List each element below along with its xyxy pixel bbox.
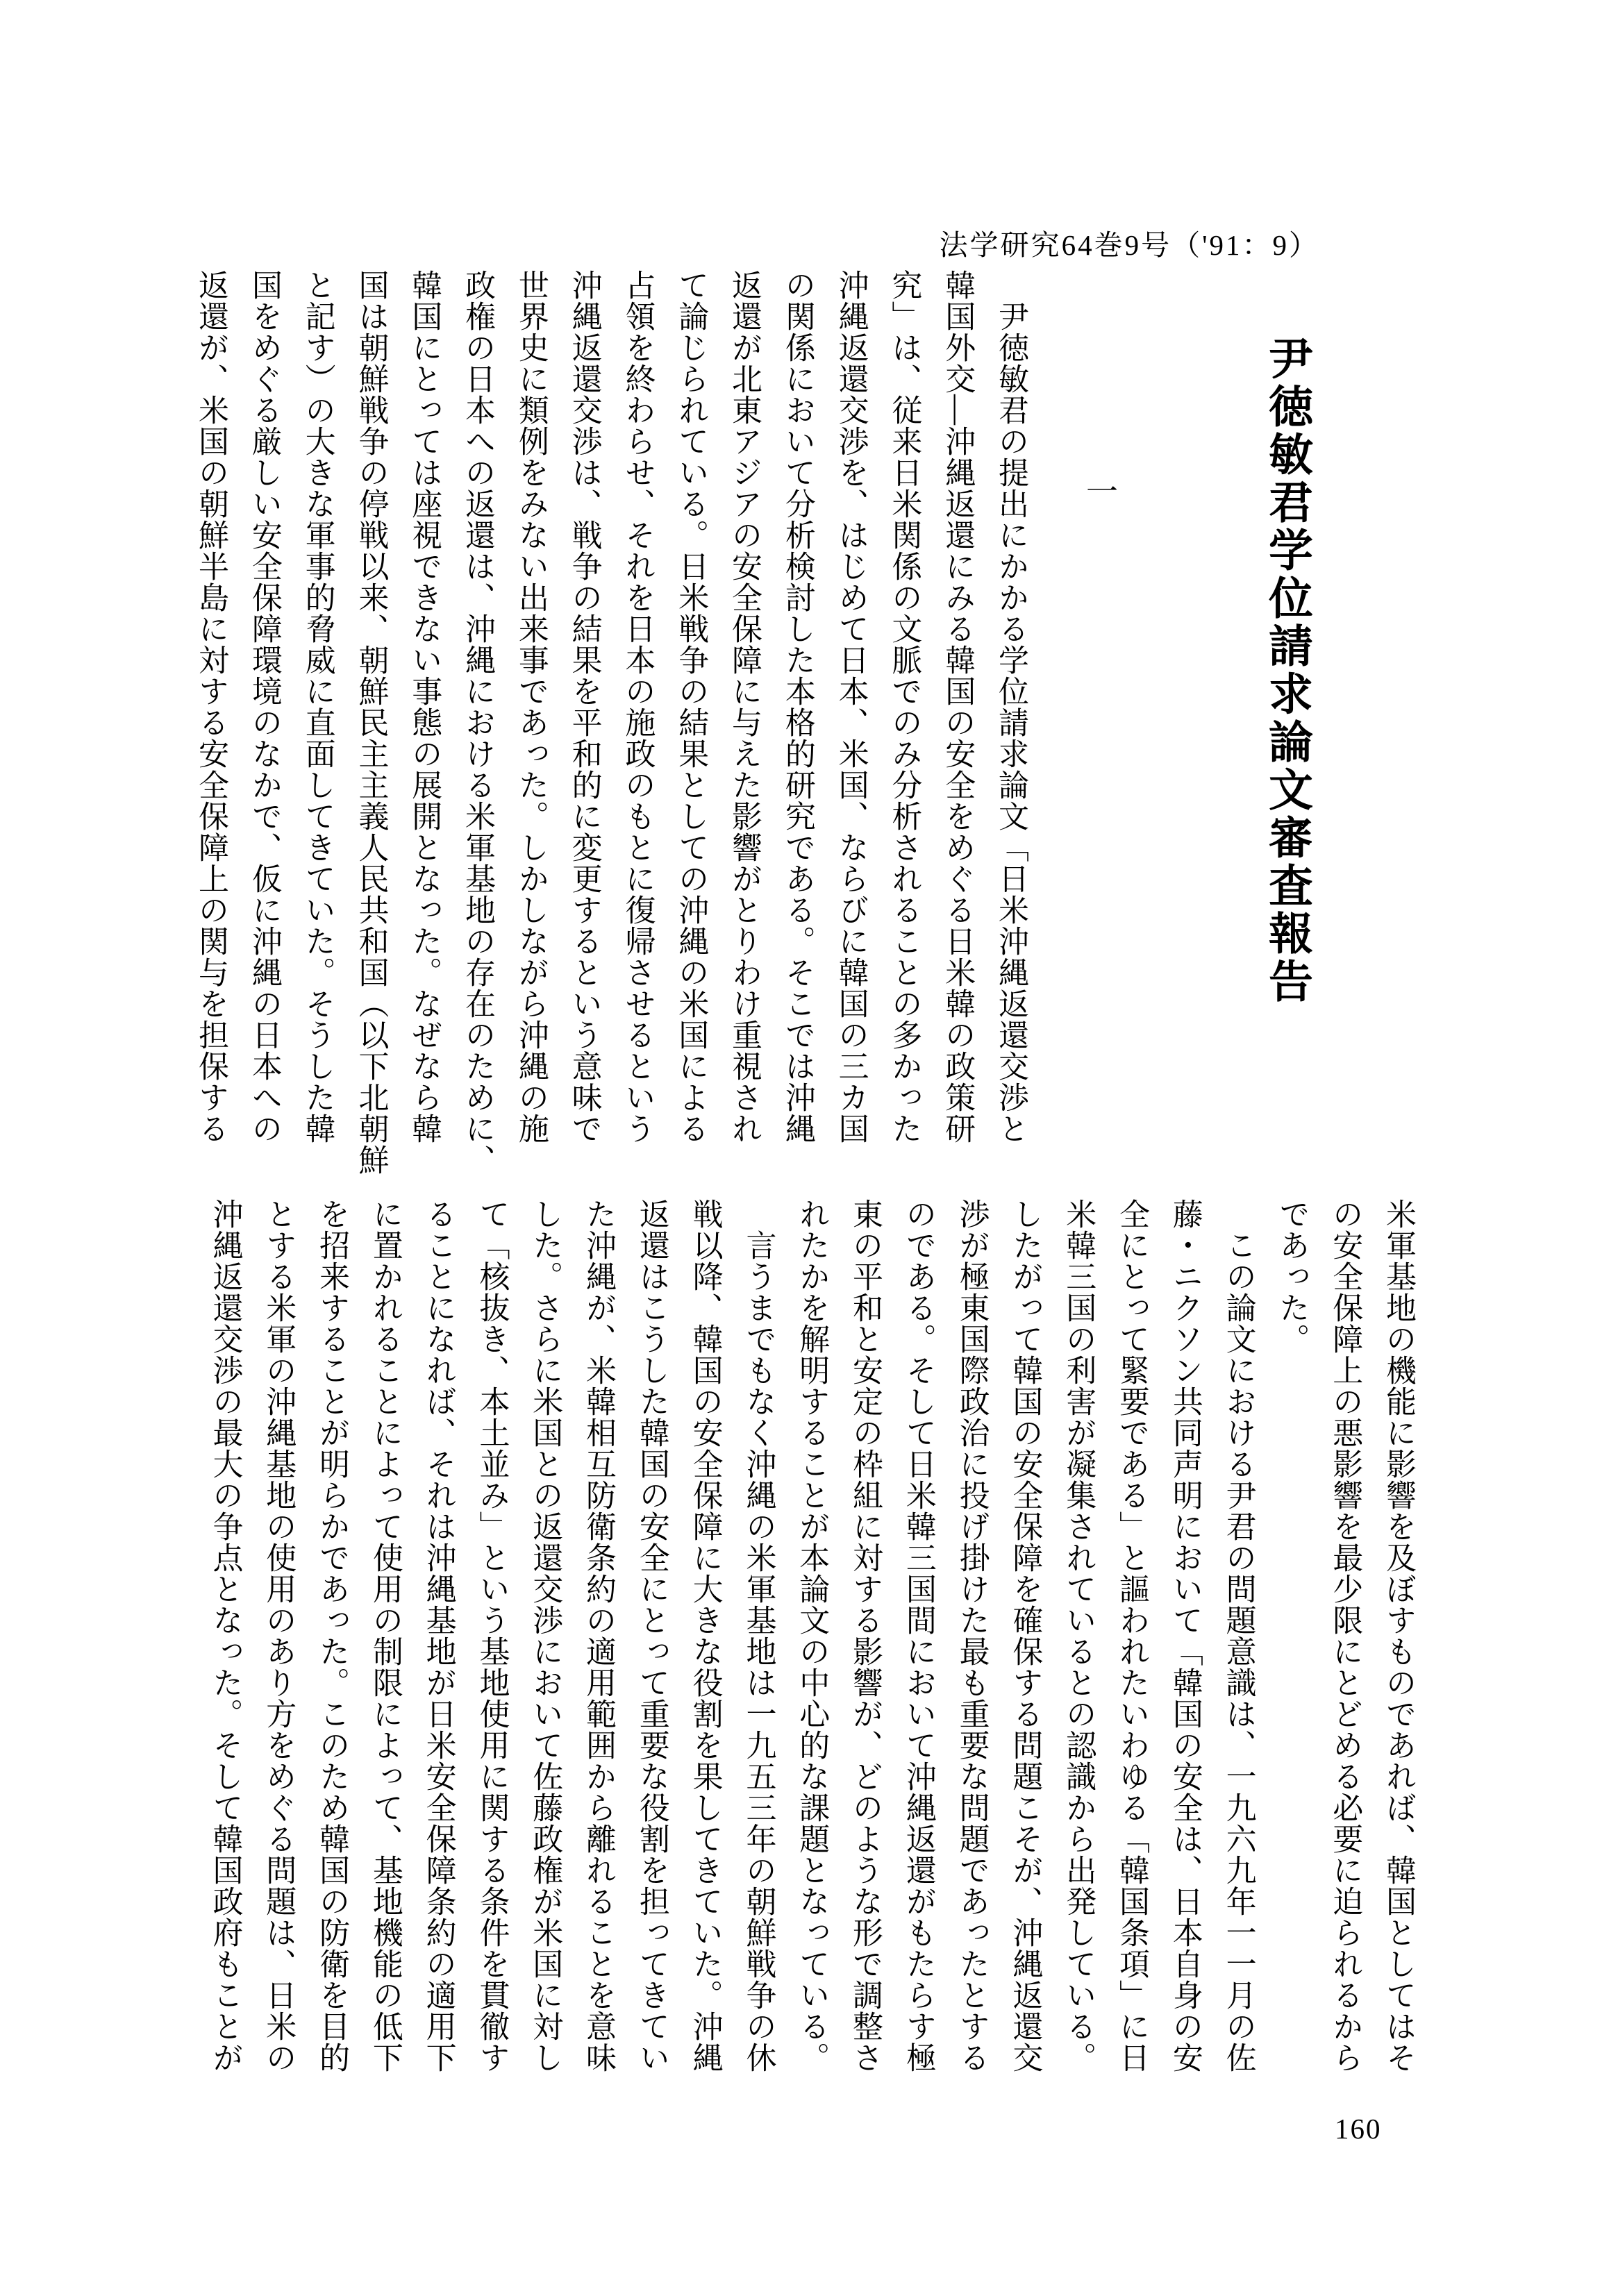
text-column: 返還が、米国の朝鮮半島に対する安全保障上の関与を担保する	[194, 269, 228, 1144]
text-column: と記す）の大きな軍事的脅威に直面してきていた。そうした韓	[300, 269, 335, 1144]
text-column: て論じられている。日米戦争の結果としての沖縄の米国による	[674, 269, 708, 1144]
text-column: 沖縄返還交渉を、はじめて日本、米国、ならびに韓国の三カ国	[833, 269, 868, 1144]
text-column: 返還が北東アジアの安全保障に与えた影響がとりわけ重視され	[727, 269, 762, 1144]
text-column: 米韓三国の利害が凝集されているとの認識から出発している。	[1061, 1198, 1096, 2073]
page-title: 尹徳敏君学位請求論文審査報告	[1262, 335, 1312, 1006]
text-column: 政権の日本への返還は、沖縄における米軍基地の存在のために、	[460, 269, 495, 1175]
text-column: の安全保障上の悪影響を最少限にとどめる必要に迫られるから	[1328, 1198, 1362, 2073]
text-column: 沖縄返還交渉の最大の争点となった。そして韓国政府もことが	[208, 1198, 242, 2073]
text-column: ることになれば、それは沖縄基地が日米安全保障条約の適用下	[421, 1198, 456, 2073]
text-column: 全にとって緊要である」と謳われたいわゆる「韓国条項」に日	[1115, 1198, 1149, 2073]
text-column: て「核抜き、本土並み」という基地使用に関する条件を貫徹す	[474, 1198, 509, 2073]
text-column: 米軍基地の機能に影響を及ぼすものであれば、韓国としてはそ	[1381, 1198, 1415, 2073]
text-column: した。さらに米国との返還交渉において佐藤政権が米国に対し	[528, 1198, 562, 2073]
text-column: 占領を終わらせ、それを日本の施政のもとに復帰させるという	[620, 269, 655, 1144]
text-column: た沖縄が、米韓相互防衛条約の適用範囲から離れることを意味	[581, 1198, 616, 2073]
text-column: のである。そして日米韓三国間において沖縄返還がもたらす極	[901, 1198, 935, 2073]
text-column: 東の平和と安定の枠組に対する影響が、どのような形で調整さ	[848, 1198, 883, 2073]
text-column: 言うまでもなく沖縄の米軍基地は一九五三年の朝鮮戦争の休	[741, 1198, 776, 2073]
text-column: 沖縄返還交渉は、戦争の結果を平和的に変更するという意味で	[567, 269, 601, 1144]
text-column: この論文における尹君の問題意識は、一九六九年一一月の佐	[1221, 1198, 1256, 2073]
text-column: 藤・ニクソン共同声明において「韓国の安全は、日本自身の安	[1167, 1198, 1202, 2073]
text-column: 尹徳敏君の提出にかかる学位請求論文「日米沖縄返還交渉と	[994, 269, 1028, 1144]
text-column: 国は朝鮮戦争の停戦以来、朝鮮民主主義人民共和国（以下北朝鮮	[353, 269, 388, 1175]
text-column: したがって韓国の安全保障を確保する問題こそが、沖縄返還交	[1008, 1198, 1042, 2073]
text-column: の関係において分析検討した本格的研究である。そこでは沖縄	[780, 269, 815, 1144]
section-marker: 一	[1086, 474, 1118, 510]
text-column: 韓国外交―沖縄返還にみる韓国の安全をめぐる日米韓の政策研	[940, 269, 975, 1144]
text-column: 韓国にとっては座視できない事態の展開となった。なぜなら韓	[407, 269, 442, 1144]
text-column: を招来することが明らかであった。このため韓国の防衛を目的	[315, 1198, 349, 2073]
upper-text-block	[183, 269, 1037, 1175]
journal-header: 法学研究64巻9号（'91：9）	[939, 229, 1319, 261]
text-column: であった。	[1274, 1198, 1309, 1355]
text-column: 究」は、従来日米関係の文脈でのみ分析されることの多かった	[887, 269, 921, 1144]
text-column: 戦以降、韓国の安全保障に大きな役割を果してきていた。沖縄	[687, 1198, 722, 2073]
lower-text-block	[198, 1198, 1424, 2075]
text-column: 渉が極東国際政治に投げ掛けた最も重要な問題であったとする	[954, 1198, 989, 2073]
text-column: 国をめぐる厳しい安全保障環境のなかで、仮に沖縄の日本への	[247, 269, 281, 1144]
text-column: れたかを解明することが本論文の中心的な課題となっている。	[794, 1198, 829, 2073]
page-number: 160	[1335, 2113, 1382, 2145]
text-column: 返還はこうした韓国の安全にとって重要な役割を担ってきてい	[634, 1198, 669, 2073]
text-column: に置かれることによって使用の制限によって、基地機能の低下	[367, 1198, 402, 2073]
text-column: とする米軍の沖縄基地の使用のあり方をめぐる問題は、日米の	[261, 1198, 296, 2073]
text-column: 世界史に類例をみない出来事であった。しかしながら沖縄の施	[513, 269, 548, 1144]
